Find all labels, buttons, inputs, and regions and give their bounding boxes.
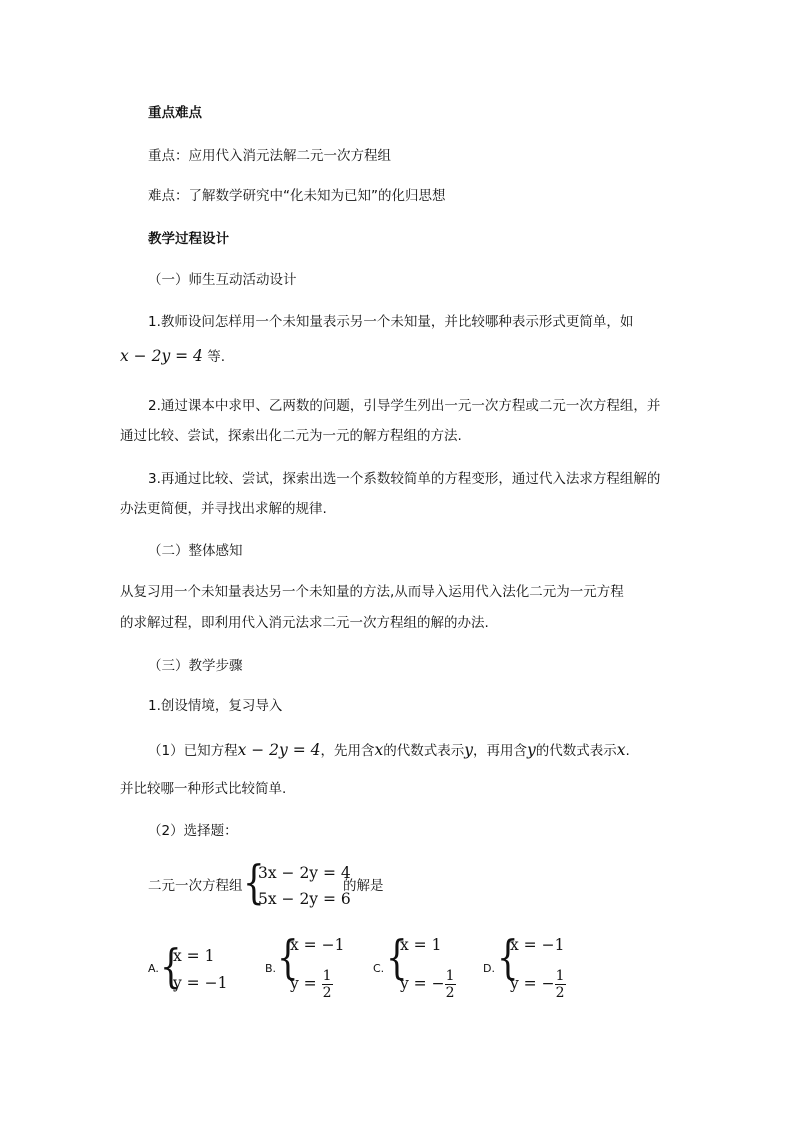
system-eq2: 5x − 2y = 6: [258, 890, 351, 908]
option-b-fraction: [322, 968, 333, 1001]
q1-part-a: （1）已知方程: [148, 743, 238, 759]
option-d-x: x = −1: [510, 936, 565, 954]
item2-line1: 2.通过课本中求甲、乙两数的问题，引导学生列出一元一次方程或二元一次方程组，并: [148, 398, 661, 414]
q1-part-b: ，先用含: [320, 743, 375, 759]
q1-part-e: 的代数式表示: [535, 743, 617, 759]
q1-var-x-2: x: [616, 741, 626, 759]
q1-part-c: 的代数式表示: [383, 743, 465, 759]
option-a-label: A.: [148, 962, 159, 975]
item3-line2: 办法更简便，并寻找出求解的规律.: [120, 501, 327, 517]
option-b-label: B.: [265, 962, 277, 975]
section2-title: （二）整体感知: [148, 543, 243, 559]
system-prefix: 二元一次方程组: [148, 878, 243, 894]
option-d-y-sign: −: [541, 974, 555, 993]
section1-title: （一）师生互动活动设计: [148, 272, 297, 288]
option-d-y: [510, 968, 566, 1001]
option-b-y-lhs: y =: [290, 974, 322, 993]
heading-teaching-process: 教学过程设计: [148, 231, 229, 247]
option-d-numerator: 1: [555, 968, 565, 984]
item2-line2: 通过比较、尝试，探索出化二元为一元的解方程组的方法.: [120, 428, 462, 444]
q1-var-y: y: [464, 741, 474, 759]
option-a-y: y = −1: [173, 974, 228, 992]
q1-expression: x − 2y = 4: [237, 741, 321, 759]
option-b-denominator: 2: [322, 985, 332, 1001]
q1-var-y-2: y: [527, 741, 536, 759]
difficulty-text: 难点：了解数学研究中“化未知为已知”的化归思想: [148, 188, 446, 204]
section3-title: （三）教学步骤: [148, 658, 243, 674]
option-b-x: x = −1: [290, 936, 345, 954]
q1-var-x: x: [374, 741, 384, 759]
question2-label: （2）选择题：: [148, 823, 238, 839]
section2-line2: 的求解过程，即利用代入消元法求二元一次方程组的解的办法.: [120, 615, 489, 631]
key-point-text: 重点：应用代入消元法解二元一次方程组: [148, 148, 391, 164]
item1-line2: [120, 346, 225, 367]
option-c-y-sign: −: [431, 974, 445, 993]
option-d-fraction: [555, 968, 566, 1001]
system-suffix: 的解是: [343, 878, 384, 894]
step1-text: 1.创设情境，复习导入: [148, 698, 283, 714]
option-c-denominator: 2: [445, 985, 455, 1001]
option-c-y: [400, 968, 456, 1001]
option-a-x: x = 1: [173, 947, 215, 965]
option-b-brace: {: [277, 930, 299, 985]
heading-key-points: 重点难点: [148, 105, 202, 121]
q1-part-d: ，再用含: [473, 743, 528, 759]
option-c-x: x = 1: [400, 936, 442, 954]
system-brace: {: [243, 855, 265, 910]
option-d-y-lhs: y =: [510, 974, 542, 993]
option-c-fraction: [445, 968, 456, 1001]
option-d-brace: {: [497, 930, 519, 985]
option-c-y-lhs: y =: [400, 974, 432, 993]
item1-tail: 等.: [207, 349, 225, 365]
option-b-y: [290, 968, 333, 1001]
option-c-label: C.: [373, 962, 385, 975]
item1-expression: x − 2y = 4: [120, 347, 203, 365]
q1-part-f: .: [625, 743, 630, 759]
item1-line1: 1.教师设问怎样用一个未知量表示另一个未知量，并比较哪种表示形式更简单，如: [148, 314, 634, 330]
system-eq1: 3x − 2y = 4: [258, 864, 351, 882]
question1-line2: 并比较哪一种形式比较简单.: [120, 781, 287, 797]
item3-line1: 3.再通过比较、尝试，探索出选一个系数较简单的方程变形，通过代入法求方程组解的: [148, 471, 661, 487]
option-a-brace: {: [160, 939, 182, 994]
option-c-numerator: 1: [445, 968, 455, 984]
option-d-denominator: 2: [555, 985, 565, 1001]
question1-line1: [148, 740, 630, 761]
option-c-brace: {: [386, 930, 408, 985]
section2-line1: 从复习用一个未知量表达另一个未知量的方法,从而导入运用代入法化二元为一元方程: [120, 584, 624, 600]
option-b-numerator: 1: [322, 968, 332, 984]
option-d-label: D.: [483, 962, 495, 975]
